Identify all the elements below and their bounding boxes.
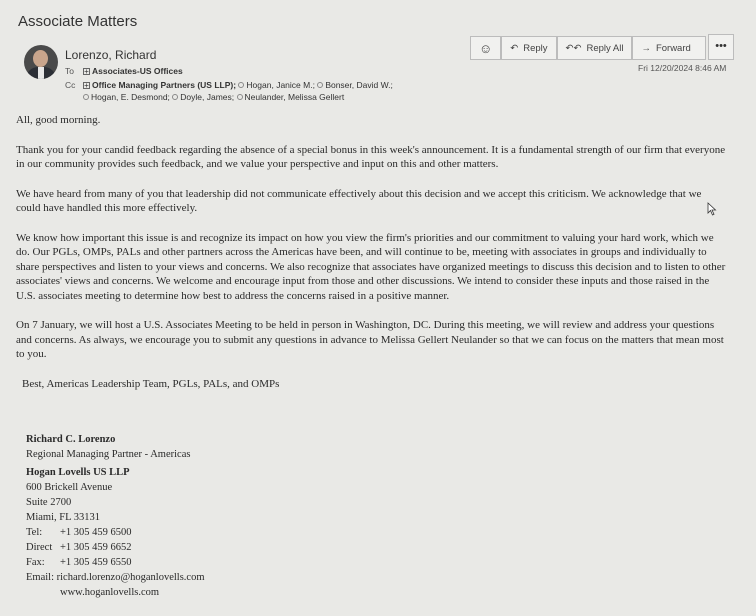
mouse-cursor-icon [707, 202, 717, 216]
website-link[interactable]: www.hoganlovells.com [60, 587, 160, 598]
signature-fax: Fax: +1 305 459 6550 [26, 557, 132, 568]
greeting: All, good morning. [16, 114, 101, 126]
email-link[interactable]: richard.lorenzo@hoganlovells.com [56, 572, 205, 583]
signature-tel: Tel: +1 305 459 6500 [26, 527, 132, 538]
closing: Best, Americas Leadership Team, PGLs, PALs, and OMPs [22, 377, 280, 390]
sender-name[interactable]: Lorenzo, Richard [65, 48, 157, 62]
reply-all-label: Reply All [586, 42, 624, 54]
forward-icon: → [641, 42, 651, 54]
forward-button[interactable] [632, 36, 705, 60]
emoji-reaction-button[interactable] [470, 36, 501, 60]
message-body [16, 113, 728, 406]
cc-recipient[interactable]: Neulander, Melissa Gellert [244, 92, 345, 102]
presence-icon [172, 94, 178, 100]
avatar[interactable] [24, 45, 58, 79]
body-paragraph: We know how important this issue is and recognize its impact on how you view the firm's priorities and our commitment to valuing your hard work, which we do. Our PGLs, OMPs, PALs and other partners across the Americas have been, and will continue to be, meeting with associates in groups and individually to share perspectives and listen to your views and concerns. We also recognize that associates have organized meetings to discuss this decision and to listen to other associates' views and concerns. We welcome and encourage input from those and other discussions. We intend to consider these inputs and those raised in the U.S. associates meeting to determine how best to address the concerns raised in a positive manner. [16, 231, 726, 302]
group-icon: + [84, 81, 89, 90]
cc-line [65, 80, 393, 90]
body-paragraph: We have heard from many of you that leadership did not communicate effectively about this decision and we accept this criticism. We acknowledge that we could have handled this more effectively. [16, 187, 702, 214]
cc-recipient[interactable]: Hogan, E. Desmond; [91, 92, 170, 102]
to-line [65, 66, 183, 76]
cc-recipient[interactable]: Doyle, James; [180, 92, 235, 102]
cc-recipient[interactable]: Hogan, Janice M.; [246, 80, 315, 90]
subject-line: Associate Matters [18, 13, 138, 30]
emoji-icon: ☺ [479, 40, 493, 56]
message-date: Fri 12/20/2024 8:46 AM [638, 63, 727, 73]
signature-suite: Suite 2700 [26, 497, 72, 508]
forward-label: Forward [655, 42, 691, 54]
message-actions [470, 36, 706, 60]
reply-icon: ↶ [510, 42, 519, 54]
reply-all-button[interactable] [557, 36, 633, 60]
presence-icon [83, 94, 89, 100]
cc-recipient[interactable]: Bonser, David W.; [325, 80, 393, 90]
reply-label: Reply [523, 42, 548, 54]
cc-group[interactable]: Office Managing Partners (US LLP); [92, 80, 237, 90]
presence-icon [238, 82, 244, 88]
cc-line-2 [83, 92, 344, 102]
presence-icon [317, 82, 323, 88]
signature-city: Miami, FL 33131 [26, 512, 100, 523]
reply-all-icon: ↶↶ [565, 42, 582, 54]
reply-button[interactable] [501, 36, 556, 60]
signature-email: Email: richard.lorenzo@hoganlovells.com [26, 572, 205, 583]
body-paragraph: Thank you for your candid feedback regarding the absence of a special bonus in this week's announcement. It is a fundamental strength of our firm that everyone in our community provides such feedback, and we value your perspective and input on this and other matters. [16, 143, 726, 170]
signature-street: 600 Brickell Avenue [26, 482, 113, 493]
signature-firm: Hogan Lovells US LLP [26, 467, 130, 478]
signature-direct: Direct +1 305 459 6652 [26, 542, 132, 553]
group-icon: + [84, 67, 89, 76]
signature-name: Richard C. Lorenzo [26, 434, 116, 445]
cc-label: Cc [65, 80, 76, 90]
to-recipient[interactable]: Associates-US Offices [92, 66, 183, 76]
to-label: To [65, 66, 74, 76]
presence-icon [237, 94, 243, 100]
more-actions-button[interactable]: ••• [708, 34, 734, 60]
email-signature [26, 432, 205, 600]
signature-title: Regional Managing Partner - Americas [26, 449, 191, 460]
body-paragraph: On 7 January, we will host a U.S. Associates Meeting to be held in person in Washington, DC. During this meeting, we will review and address your questions and concerns. As always, we encourage you to submit any questions in advance to Melissa Gellert Neulander so that we can focus on the matters that mean most to you. [16, 319, 724, 360]
